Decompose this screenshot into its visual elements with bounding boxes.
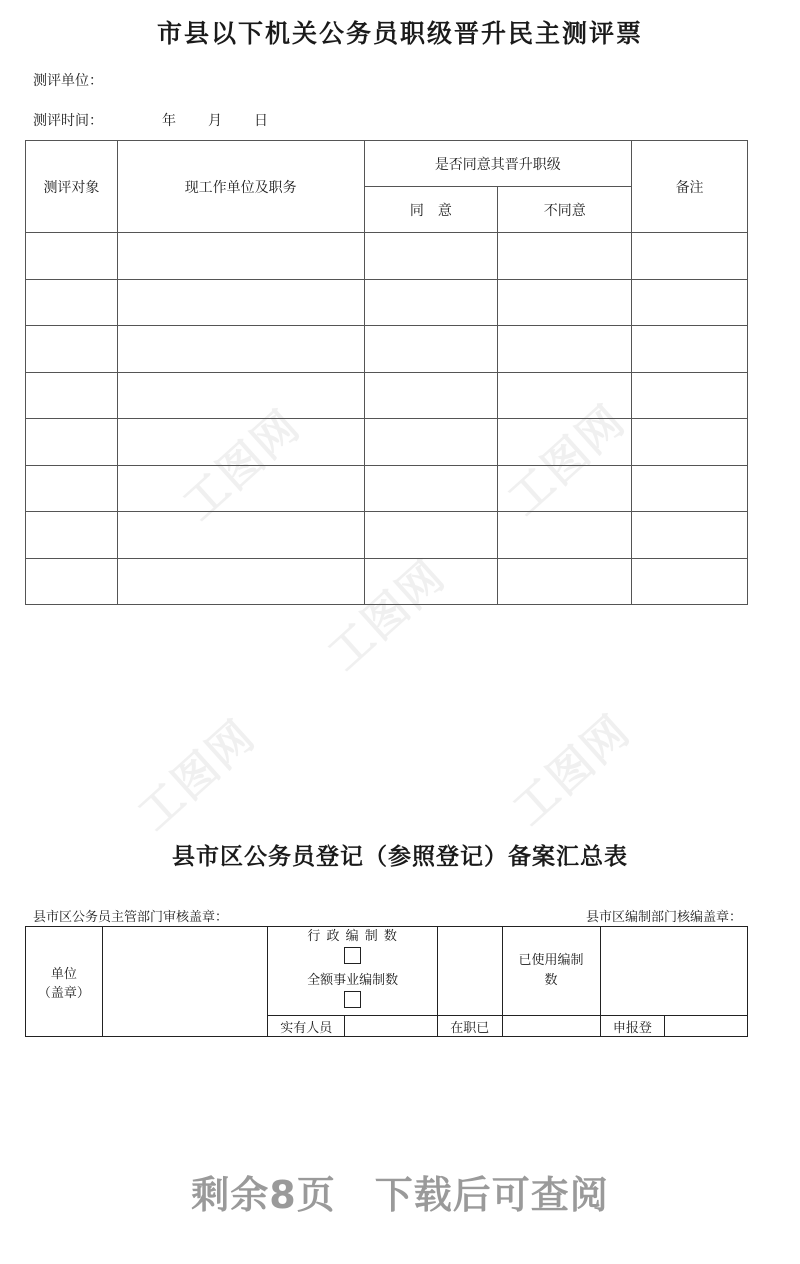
used-quota-cell bbox=[502, 927, 600, 1016]
on-duty-label: 在职已 bbox=[437, 1016, 502, 1037]
sign-left-label: 县市区公务员主管部门审核盖章： bbox=[33, 910, 229, 925]
career-quota-label: 全额事业编制数 bbox=[307, 973, 399, 988]
month-label: 月 bbox=[208, 113, 222, 129]
actual-staff-label: 实有人员 bbox=[268, 1016, 345, 1037]
watermark: 工图网 bbox=[173, 400, 311, 531]
header-agree: 同 意 bbox=[364, 187, 498, 233]
table-row bbox=[26, 279, 748, 326]
cell-remarks[interactable] bbox=[632, 465, 748, 512]
unit-value-cell[interactable] bbox=[102, 927, 268, 1037]
apply-value[interactable] bbox=[665, 1016, 748, 1037]
cell-disagree[interactable] bbox=[498, 558, 632, 605]
eval-unit-label: 测评单位： bbox=[33, 73, 103, 89]
watermark: 工图网 bbox=[318, 550, 456, 681]
eval-time-label: 测评时间： bbox=[33, 113, 103, 129]
table-row bbox=[26, 512, 748, 559]
table-row bbox=[26, 326, 748, 373]
header-position: 现工作单位及职务 bbox=[117, 141, 364, 233]
watermark: 工图网 bbox=[128, 710, 266, 841]
cell-disagree[interactable] bbox=[498, 512, 632, 559]
career-quota-checkbox[interactable] bbox=[344, 991, 361, 1008]
cell-position[interactable] bbox=[117, 419, 364, 466]
form1-title: 市县以下机关公务员职级晋升民主测评票 bbox=[156, 19, 643, 48]
used-quota-label-2: 数 bbox=[544, 973, 558, 988]
used-quota-value-cell[interactable] bbox=[600, 927, 747, 1016]
cell-position[interactable] bbox=[117, 512, 364, 559]
admin-quota-label: 行 政 编 制 数 bbox=[307, 929, 398, 944]
table-row bbox=[26, 419, 748, 466]
header-agree-question: 是否同意其晋升职级 bbox=[364, 141, 632, 187]
sign-right-label: 县市区编制部门核编盖章： bbox=[585, 910, 742, 925]
cell-position[interactable] bbox=[117, 558, 364, 605]
table-row bbox=[26, 372, 748, 419]
header-subject: 测评对象 bbox=[26, 141, 118, 233]
cell-disagree[interactable] bbox=[498, 326, 632, 373]
cell-agree[interactable] bbox=[364, 372, 498, 419]
cell-subject[interactable] bbox=[26, 512, 118, 559]
cell-agree[interactable] bbox=[364, 558, 498, 605]
used-quota-label: 已使用编制 bbox=[518, 953, 584, 968]
cell-remarks[interactable] bbox=[632, 233, 748, 280]
cell-remarks[interactable] bbox=[632, 512, 748, 559]
cell-subject[interactable] bbox=[26, 279, 118, 326]
cell-agree[interactable] bbox=[364, 233, 498, 280]
actual-staff-value[interactable] bbox=[345, 1016, 438, 1037]
cell-subject[interactable] bbox=[26, 233, 118, 280]
year-label: 年 bbox=[162, 113, 176, 129]
cell-remarks[interactable] bbox=[632, 558, 748, 605]
cell-subject[interactable] bbox=[26, 372, 118, 419]
cell-disagree[interactable] bbox=[498, 419, 632, 466]
cell-remarks[interactable] bbox=[632, 279, 748, 326]
cell-subject[interactable] bbox=[26, 326, 118, 373]
table-row bbox=[26, 233, 748, 280]
cell-disagree[interactable] bbox=[498, 372, 632, 419]
cell-remarks[interactable] bbox=[632, 419, 748, 466]
apply-label: 申报登 bbox=[600, 1016, 665, 1037]
cell-remarks[interactable] bbox=[632, 372, 748, 419]
cell-position[interactable] bbox=[117, 326, 364, 373]
quota-cell bbox=[268, 927, 438, 1016]
seal-label: （盖章） bbox=[37, 985, 90, 1001]
day-label: 日 bbox=[254, 113, 268, 129]
cell-position[interactable] bbox=[117, 233, 364, 280]
download-hint[interactable]: 剩余8页 下载后可查阅 bbox=[191, 1173, 609, 1217]
cell-disagree[interactable] bbox=[498, 233, 632, 280]
header-disagree: 不同意 bbox=[498, 187, 632, 233]
cell-agree[interactable] bbox=[364, 465, 498, 512]
on-duty-value[interactable] bbox=[502, 1016, 600, 1037]
cell-disagree[interactable] bbox=[498, 465, 632, 512]
watermark: 工图网 bbox=[498, 395, 636, 526]
filing-summary-table bbox=[25, 926, 748, 1037]
cell-subject[interactable] bbox=[26, 558, 118, 605]
cell-subject[interactable] bbox=[26, 465, 118, 512]
cell-agree[interactable] bbox=[364, 512, 498, 559]
table-row bbox=[26, 558, 748, 605]
unit-label: 单位 bbox=[50, 966, 77, 982]
cell-subject[interactable] bbox=[26, 419, 118, 466]
table-row bbox=[26, 465, 748, 512]
quota-value-cell[interactable] bbox=[437, 927, 502, 1016]
cell-agree[interactable] bbox=[364, 419, 498, 466]
cell-agree[interactable] bbox=[364, 279, 498, 326]
header-remarks: 备注 bbox=[632, 141, 748, 233]
cell-agree[interactable] bbox=[364, 326, 498, 373]
cell-position[interactable] bbox=[117, 465, 364, 512]
watermark: 工图网 bbox=[503, 705, 641, 836]
admin-quota-checkbox[interactable] bbox=[344, 947, 361, 964]
cell-remarks[interactable] bbox=[632, 326, 748, 373]
cell-position[interactable] bbox=[117, 372, 364, 419]
unit-cell bbox=[26, 927, 103, 1037]
cell-disagree[interactable] bbox=[498, 279, 632, 326]
cell-position[interactable] bbox=[117, 279, 364, 326]
form2-title: 县市区公务员登记（参照登记）备案汇总表 bbox=[172, 843, 628, 870]
evaluation-table bbox=[25, 140, 748, 605]
